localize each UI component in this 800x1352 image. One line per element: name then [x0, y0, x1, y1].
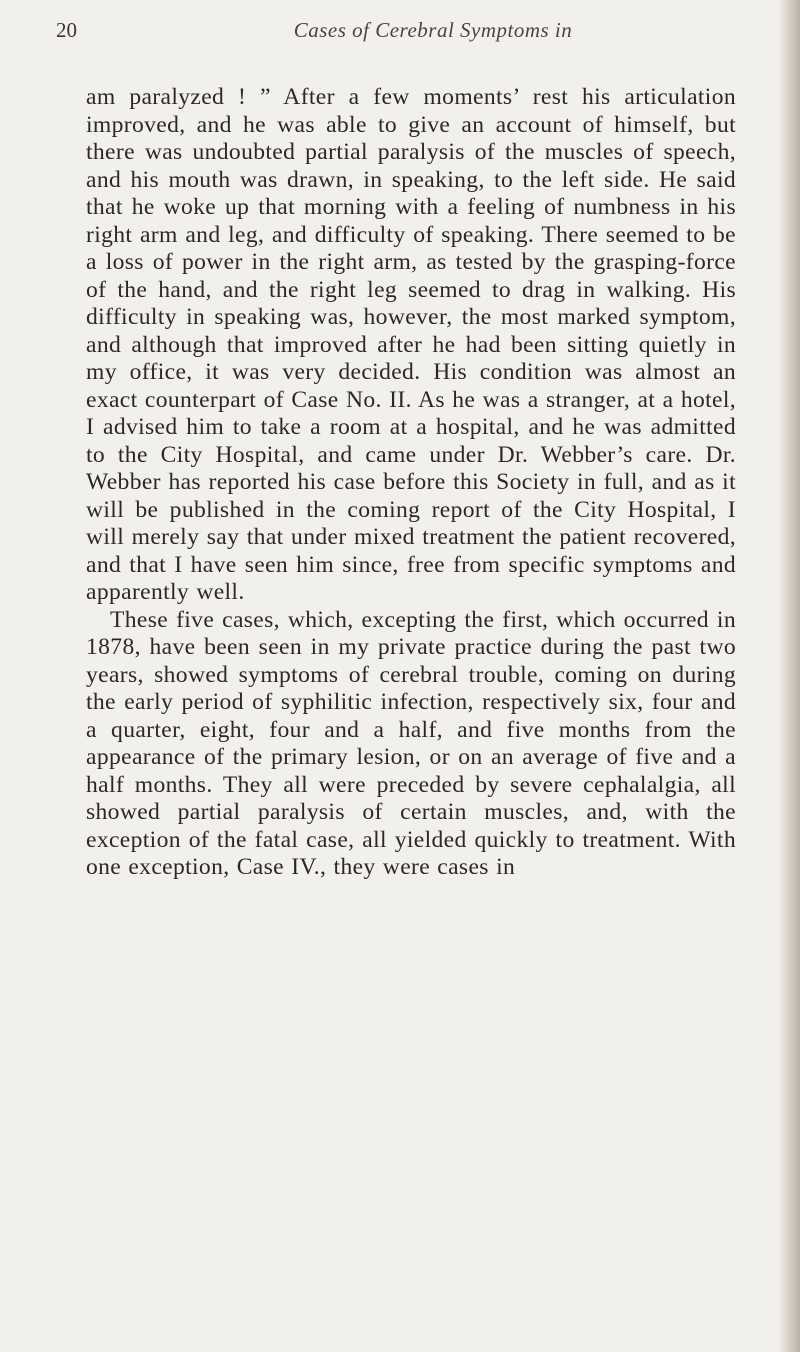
- page-number: 20: [56, 18, 77, 42]
- paragraph-continuation: am paralyzed ! ” After a few moments’ rest his articulation improved, and he was able to give an account of himself, but there was undoubted partial paralysis of the muscles of speech, and his mouth was drawn, in speaking, to the left side. He said that he woke up that morning with a feeling of numbness in his right arm and leg, and difficulty of speaking. There seemed to be a loss of power in the right arm, as tested by the grasping-force of the hand, and the right leg seemed to drag in walking. His difficulty in speaking was, however, the most marked symptom, and although that improved after he had been sitting quietly in my office, it was very decided. His condition was almost an exact counterpart of Case No. II. As he was a stranger, at a hotel, I advised him to take a room at a hospital, and he was admitted to the City Hospital, and came under Dr. Webber’s care. Dr. Webber has reported his case before this Society in full, and as it will be published in the coming report of the City Hospital, I will merely say that under mixed treatment the patient recovered, and that I have seen him since, free from specific symptoms and apparently well.: [86, 84, 736, 605]
- body-text: [86, 84, 736, 882]
- page-edge-shadow: [778, 0, 800, 1352]
- paragraph-summary: These five cases, which, excepting the first, which occurred in 1878, have been seen in my private practice during the past two years, showed symptoms of cerebral trouble, coming on during the early period of syphilitic infection, respectively six, four and a quarter, eight, four and a half, and five months from the appearance of the primary lesion, or on an average of five and a half months. They all were preceded by severe cephalalgia, all showed partial paralysis of certain muscles, and, with the exception of the fatal case, all yielded quickly to treatment. With one exception, Case IV., they were cases in: [86, 606, 736, 880]
- page-header: [56, 10, 746, 50]
- running-head: Cases of Cerebral Symptoms in: [293, 18, 573, 42]
